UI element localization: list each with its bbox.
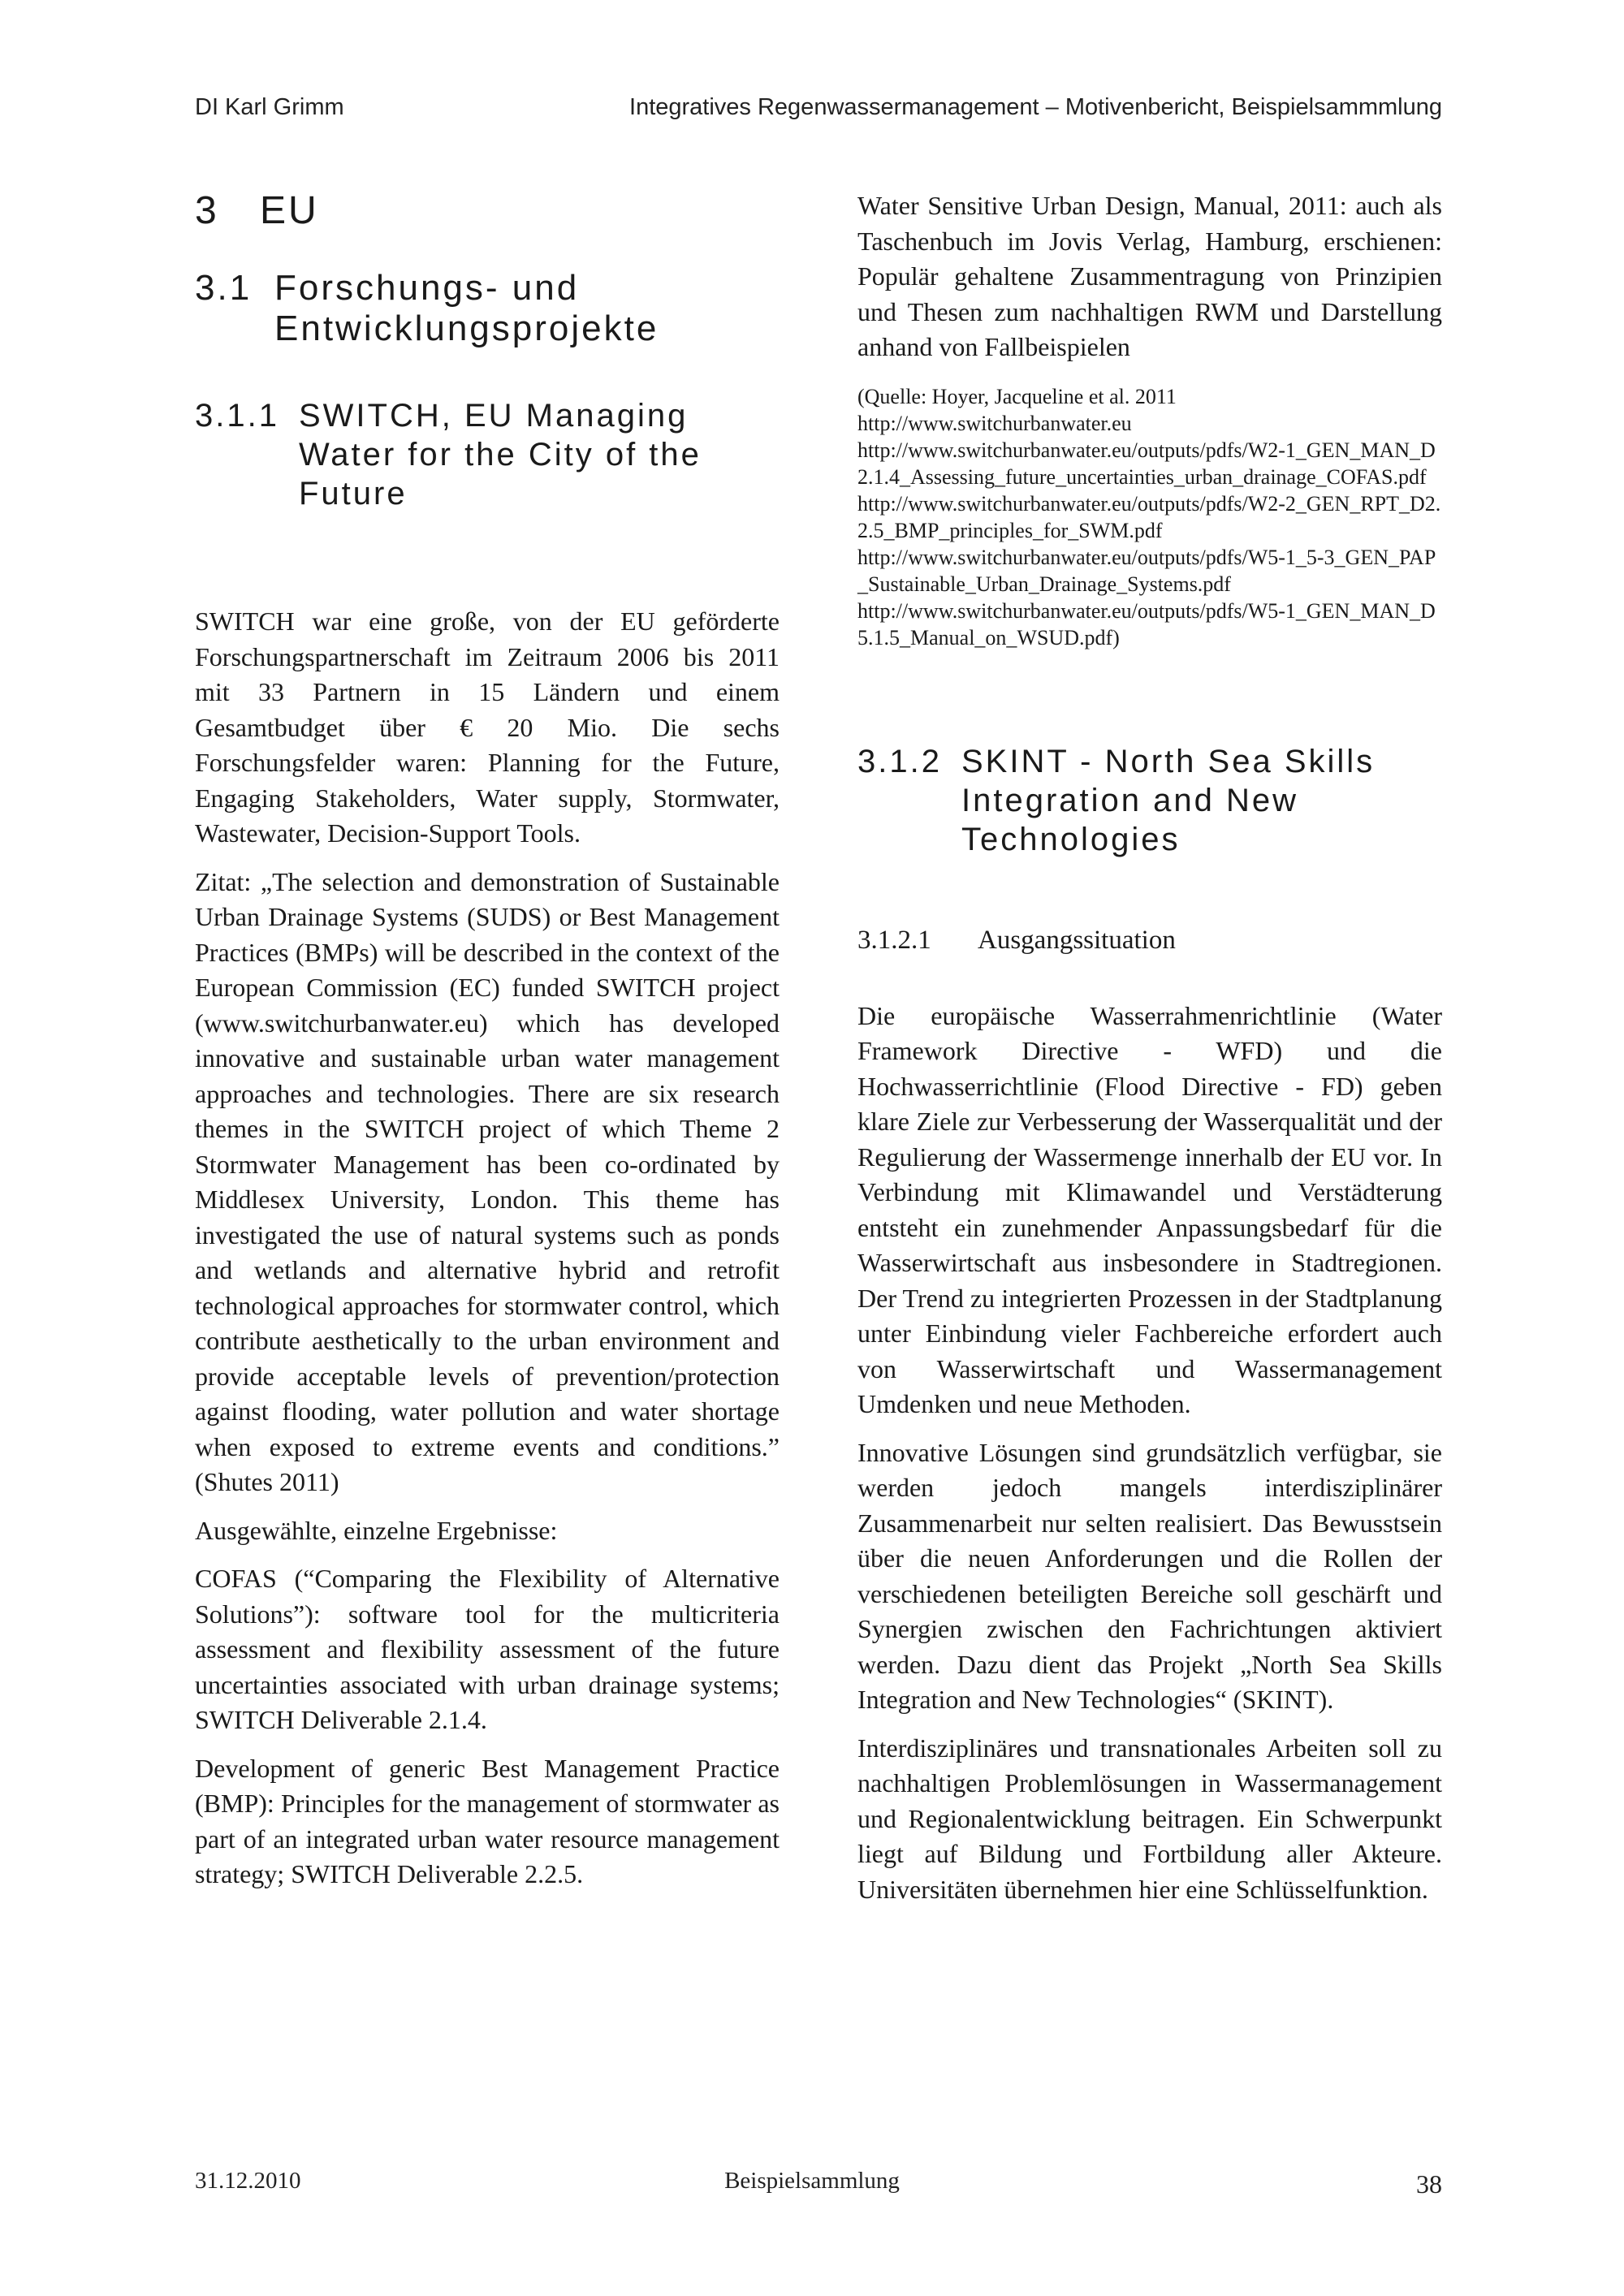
heading-2-title: Forschungs- und Entwicklungsprojekte <box>274 268 659 348</box>
source-link: http://www.switchurbanwater.eu/outputs/pdfs/W5-1_GEN_MAN_D5.1.5_Manual_on_WSUD.pdf) <box>857 598 1436 650</box>
heading-level-1 <box>195 188 780 268</box>
paragraph-wfd: Die europäische Wasserrahmenrichtlinie (Water Framework Directive - WFD) und die Hochwasserrichtlinie (Flood Directive - FD) geben klare Ziele zur Verbesserung der Wasserqualität und der Regulierung der Wassermenge innerhalb der EU vor. In Verbindung mit Klimawandel und Verstädterung entsteht ein zunehmender Anpassungsbedarf für die Wasserwirtschaft aus insbesondere in Stadtregionen. Der Trend zu integrierten Prozessen in der Stadtplanung unter Einbindung vieler Fachbereiche erfordert auch von Wasserwirtschaft und Wassermanagement Umdenken und neue Methoden. <box>857 1000 1442 1418</box>
paragraph-interdisciplinary: Interdisziplinäres und transnationales Arbeiten soll zu nachhaltigen Problemlösungen in Wassermanagement und Regionalentwicklung beitragen. Ein Schwerpunkt liegt auf Bildung und Fortbildung aller Akteure. Universitäten übernehmen hier eine Schlüsselfunktion. <box>857 1733 1442 1904</box>
header-title: Integratives Regenwassermanagement – Motivenbericht, Beispielsammmlung <box>629 94 1442 120</box>
paragraph-innovative: Innovative Lösungen sind grundsätzlich verfügbar, sie werden jedoch mangels interdisziplinärer Zusammenarbeit nur selten realisiert. Das Bewusstsein über die neuen Anforderungen und die Rollen der verschiedenen beteiligten Bereiche soll geschärft und Synergien zwischen den Fachrichtungen aktiviert werden. Dazu dient das Projekt „North Sea Skills Integration and New Technologies“ (SKINT). <box>857 1437 1442 1714</box>
paragraph-cofas: COFAS (“Comparing the Flexibility of Alternative Solutions”): software tool for the multicriteria assessment and flexibility assessment of the future uncertainties associated with urban drainage systems; SWITCH Deliverable 2.1.4. <box>195 1564 780 1734</box>
source-link: http://www.switchurbanwater.eu/outputs/pdfs/W2-2_GEN_RPT_D2.2.5_BMP_principles_for_SWM.pdf <box>857 491 1441 542</box>
heading-switch-number: 3.1.1 <box>195 398 279 434</box>
heading-1-title: EU <box>260 189 319 232</box>
left-column <box>195 188 780 1905</box>
paragraph-bmp: Development of generic Best Management Practice (BMP): Principles for the management of stormwater as part of an integrated urban water resource management strategy; SWITCH Deliverable 2.2.5. <box>195 1753 780 1888</box>
paragraph-switch-intro: SWITCH war eine große, von der EU geförderte Forschungspartnerschaft im Zeitraum 2006 bis 2011 mit 33 Partnern in 15 Ländern und einem Gesamtbudget über € 20 Mio. Die sechs Forschungsfelder waren: Planning for the Future, Engaging Stakeholders, Water supply, Stormwater, Wastewater, Decision-Support Tools. <box>195 606 780 848</box>
paragraph-quote: Zitat: „The selection and demonstration of Sustainable Urban Drainage Systems (SUDS) or Best Management Practices (BMPs) will be described in the context of the European Commission (EC) funded SWITCH project (www.switchurbanwater.eu) which has developed innovative and sustainable urban water management approaches and technologies. There are six research themes in the SWITCH project of which Theme 2 Stormwater Management has been co-ordinated by Middlesex University, London. This theme has investigated the use of natural systems such as ponds and wetlands and alternative hybrid and retrofit technological approaches for stormwater control, which contribute aesthetically to the urban environment and provide acceptable levels of prevention/protection against flooding, water pollution and water shortage when exposed to extreme events and conditions.” (Shutes 2011) <box>195 866 780 1496</box>
heading-skint-number: 3.1.2 <box>857 743 942 779</box>
source-citation: (Quelle: Hoyer, Jacqueline et al. 2011 <box>857 384 1177 408</box>
heading-ausgangssituation-title: Ausgangssituation <box>978 925 1176 955</box>
page-number: 38 <box>1416 2169 1442 2199</box>
heading-ausgangssituation <box>857 922 1442 958</box>
right-column <box>857 188 1442 1920</box>
heading-1-number: 3 <box>195 189 219 232</box>
heading-2-number: 3.1 <box>195 268 253 308</box>
source-list <box>857 383 1442 651</box>
heading-switch-title: SWITCH, EU Managing Water for the City of the Future <box>299 398 702 511</box>
heading-level-2 <box>195 268 780 349</box>
paragraph-wsud-manual: Water Sensitive Urban Design, Manual, 2011: auch als Taschenbuch im Jovis Verlag, Hamburg, erschienen: Populär gehaltene Zusammentragung von Prinzipien und Thesen zum nachhaltigen RWM und Darstellung anhand von Fallbeispielen <box>857 191 1442 361</box>
source-link: http://www.switchurbanwater.eu/outputs/pdfs/W5-1_5-3_GEN_PAP_Sustainable_Urban_Drainage_Systems.pdf <box>857 545 1436 596</box>
heading-skint <box>857 742 1442 859</box>
heading-ausgangssituation-number: 3.1.2.1 <box>857 925 931 955</box>
header-author: DI Karl Grimm <box>195 94 344 120</box>
heading-switch <box>195 396 780 513</box>
heading-skint-title: SKINT - North Sea Skills Integration and New Technologies <box>961 743 1376 857</box>
source-link: http://www.switchurbanwater.eu <box>857 411 1132 435</box>
footer-date: 31.12.2010 <box>195 2168 301 2194</box>
source-link: http://www.switchurbanwater.eu/outputs/pdfs/W2-1_GEN_MAN_D2.1.4_Assessing_future_uncertainties_urban_drainage_COFAS.pdf <box>857 438 1436 489</box>
footer-title: Beispielsammlung <box>724 2168 900 2194</box>
paragraph-results-intro: Ausgewählte, einzelne Ergebnisse: <box>195 1515 558 1545</box>
